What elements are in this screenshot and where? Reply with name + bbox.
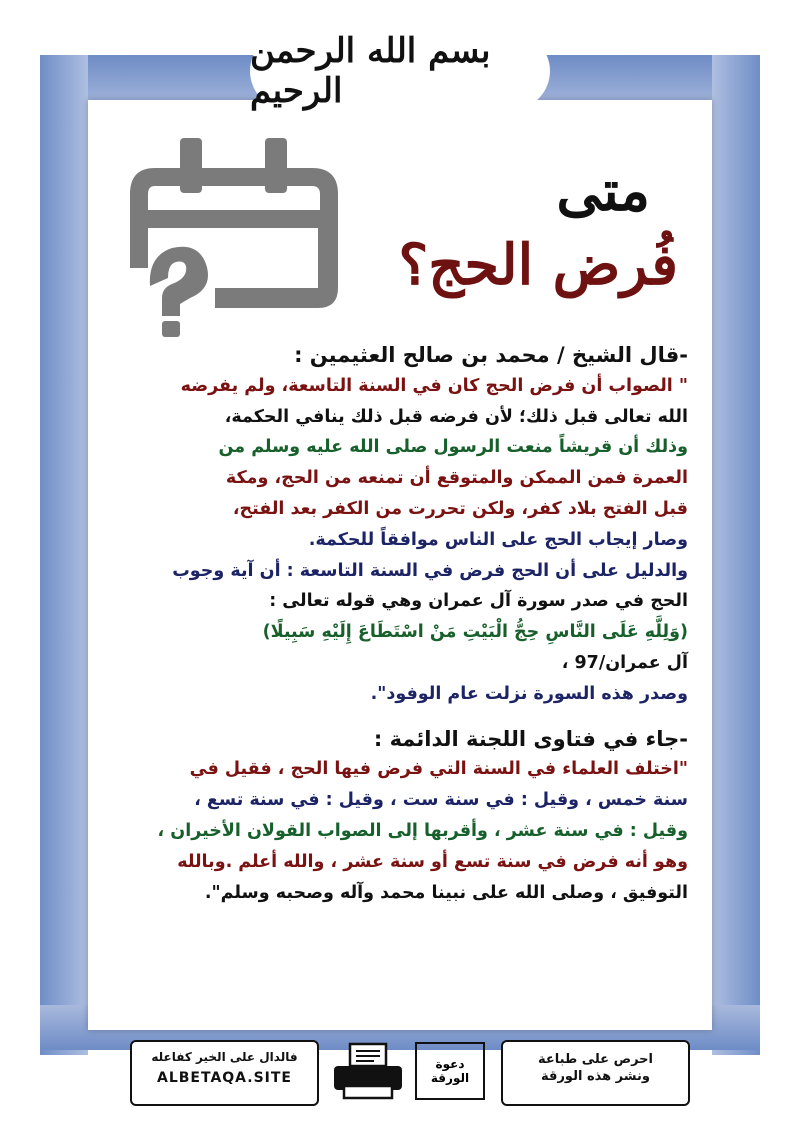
quran-verse: (وَلِلَّهِ عَلَى النَّاسِ حِجُّ الْبَيْتِ مَنْ اسْتَطَاعَ إِلَيْهِ سَبِيلًا) bbox=[262, 622, 688, 643]
verse-reference: آل عمران/97 ، bbox=[561, 652, 688, 673]
body-line: التوفيق ، وصلى الله على نبينا محمد وآله وصحبه وسلم". bbox=[204, 882, 688, 903]
body-line: العمرة فمن الممكن والمتوقع أن تمنعه من الحج، ومكة bbox=[225, 468, 688, 489]
body-line: وصار إيجاب الحج على الناس موافقاً للحكمة. bbox=[308, 529, 688, 550]
footer-print-line2: ونشر هذه الورقة bbox=[541, 1069, 650, 1084]
footer-bar bbox=[130, 1040, 690, 1102]
printer-icon bbox=[328, 1042, 408, 1100]
frame-left bbox=[40, 55, 88, 1055]
body-line: الله تعالى قبل ذلك؛ لأن فرضه قبل ذلك ينافي الحكمة، bbox=[224, 406, 688, 427]
section2-heading: -جاء في فتاوى اللجنة الدائمة : bbox=[373, 726, 688, 751]
body-line: وصدر هذه السورة نزلت عام الوفود". bbox=[370, 683, 688, 704]
body-line: وقيل : في سنة عشر ، وأقربها إلى الصواب القولان الأخيران ، bbox=[157, 820, 688, 841]
footer-site-box bbox=[130, 1040, 319, 1106]
body-line: " الصواب أن فرض الحج كان في السنة التاسعة، ولم يفرضه bbox=[180, 375, 688, 396]
footer-site-url[interactable]: ALBETAQA.SITE bbox=[156, 1070, 292, 1086]
footer-print-box bbox=[501, 1040, 690, 1106]
basmala-calligraphy: بسم الله الرحمن الرحيم bbox=[250, 32, 550, 110]
article-body bbox=[118, 340, 688, 908]
title-line1: متى bbox=[556, 158, 650, 224]
body-line: سنة خمس ، وقيل : في سنة ست ، وقيل : في سنة تسع ، bbox=[194, 790, 688, 811]
footer-print-line1: احرص على طباعة bbox=[538, 1052, 653, 1067]
calendar-question-icon bbox=[110, 138, 340, 338]
body-line: "اختلف العلماء في السنة التي فرض فيها الحج ، فقيل في bbox=[189, 759, 688, 780]
footer-proverb: فالدال على الخير كفاعله bbox=[151, 1050, 298, 1064]
frame-right bbox=[712, 55, 760, 1055]
dawah-logo: دعوة الورقة bbox=[415, 1042, 485, 1100]
body-line: الحج في صدر سورة آل عمران وهي قوله تعالى : bbox=[269, 591, 688, 612]
body-line: والدليل على أن الحج فرض في السنة التاسعة : أن آية وجوب bbox=[172, 560, 688, 581]
body-line: وهو أنه فرض في سنة تسع أو سنة عشر ، والله أعلم .وبالله bbox=[177, 851, 688, 872]
body-line: قبل الفتح بلاد كفر، ولكن تحررت من الكفر بعد الفتح، bbox=[232, 498, 688, 519]
title-line2: فُرض الحج؟ bbox=[398, 232, 678, 298]
section1-heading: -قال الشيخ / محمد بن صالح العثيمين : bbox=[294, 343, 688, 367]
body-line: وذلك أن قريشاً منعت الرسول صلى الله عليه وسلم من bbox=[218, 437, 688, 458]
